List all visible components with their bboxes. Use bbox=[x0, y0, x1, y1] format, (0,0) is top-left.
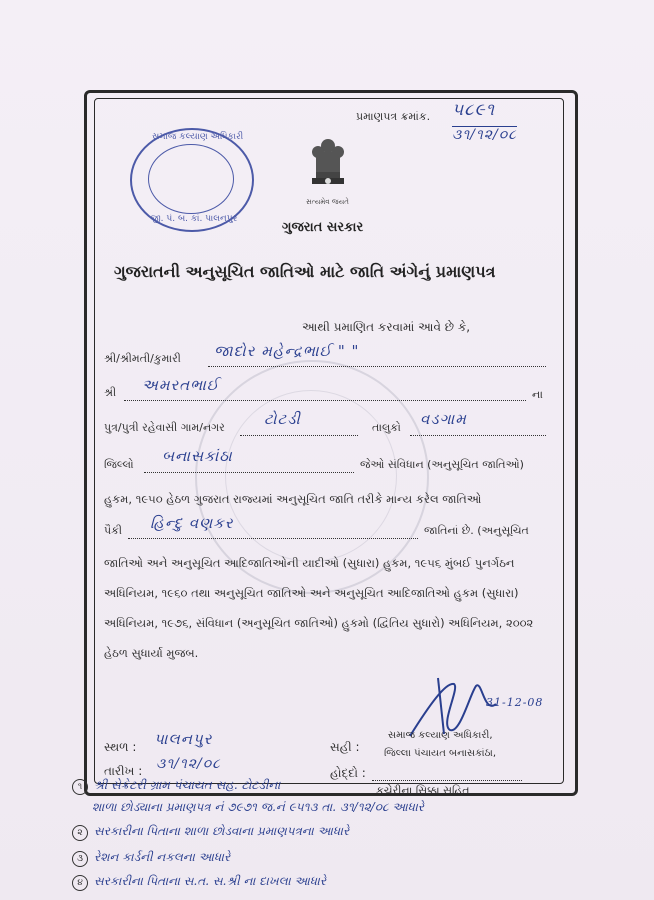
father-suffix: ના bbox=[532, 388, 543, 401]
resident-label: પુત્ર/પુત્રી રહેવાસી ગામ/નગર bbox=[104, 421, 225, 434]
emblem-caption: સત્યમેવ જયતે bbox=[306, 198, 349, 206]
office-round-seal-inner bbox=[148, 144, 234, 214]
father-label: શ્રી bbox=[104, 386, 117, 399]
note-1 bbox=[72, 778, 280, 795]
certificate-number-date: ૩૧/૧૨/૦૮ bbox=[452, 127, 517, 143]
certificate-number-value: ૫૮૯૧ bbox=[452, 100, 495, 120]
officer-title: સમાજ કલ્યાણ અધિકારી, bbox=[388, 730, 493, 741]
caste-underline bbox=[128, 534, 418, 539]
village-underline bbox=[240, 431, 358, 436]
signature-date: 31-12-08 bbox=[486, 696, 544, 709]
note-4-text: સરકારીના પિતાના સ.ત. સ.શ્રી ના દાખલા આધારે bbox=[94, 874, 327, 888]
stamp-note: કચેરીના સિક્કા સહિત bbox=[376, 784, 470, 797]
note-3 bbox=[72, 850, 230, 867]
district-underline bbox=[144, 468, 354, 473]
name-underline bbox=[208, 362, 546, 367]
certificate-number-label: પ્રમાણપત્ર ક્રમાંક. bbox=[356, 110, 431, 123]
legal-paragraph: જાતિઓ અને અનુસૂચિત આદિજાતિઓની યાદીઓ (સુધારા) હુકમ, ૧૯૫૬ મુંબઈ પુનર્ગઠન અધિનિયમ, ૧૯૬૦ તથા અનુસૂચિત જાતિઓ અને અનુસૂચિત આદિજાતિઓ હુકમ (સુધારા) અધિનિયમ, ૧૯૭૬, સંવિધાન (અનુસૂચિત જાતિઓ) હુકમો (દ્વિતિય સુધારો) અધિનિયમ, ૨૦૦૨ હેઠળ સુધાર્યા મુજબ. bbox=[104, 556, 534, 660]
note-1b bbox=[92, 800, 424, 815]
certificate-title: ગુજરાતની અનુસૂચિત જાતિઓ માટે જાતિ અંગેનું પ્રમાણપત્ર bbox=[114, 262, 496, 281]
government-name: ગુજરાત સરકાર bbox=[282, 220, 364, 235]
note-2 bbox=[72, 824, 349, 841]
district-value: બનાસકાંઠા bbox=[162, 447, 233, 465]
village-value: ટોટડી bbox=[264, 410, 301, 428]
note-1-number: ૧ bbox=[72, 779, 88, 795]
note-1b-text: શાળા છોડ્યાના પ્રમાણપત્ર નં ૭૯૭૧ જ.નં ૯૫૧૩ તા. ૩૧/૧૨/૦૮ આધારે bbox=[92, 800, 424, 814]
father-value: અમરતભાઈ bbox=[142, 376, 220, 394]
certify-line: આથી પ્રમાણિત કરવામાં આવે છે કે, bbox=[302, 320, 471, 334]
note-1-text: શ્રી સેક્રેટરી ગ્રામ પંચાયત સહ. ટોટડીના bbox=[94, 778, 281, 792]
designation-label: હોદ્દો : bbox=[330, 766, 366, 780]
taluka-underline bbox=[410, 431, 546, 436]
taluka-label: તાલુકો bbox=[372, 421, 401, 434]
name-value: જાદોર મહેન્દ્રભાઈ " " bbox=[214, 342, 360, 360]
note-2-text: સરકારીના પિતાના શાળા છોડવાના પ્રમાણપત્રના આધારે bbox=[94, 824, 350, 838]
date-value: ૩૧/૧૨/૦૮ bbox=[156, 756, 221, 772]
caste-suffix: જાતિનાં છે. (અનુસૂચિત bbox=[424, 524, 529, 537]
district-label: જિલ્લો bbox=[104, 458, 134, 471]
note-4 bbox=[72, 874, 326, 891]
national-emblem-icon bbox=[302, 132, 354, 198]
district-suffix: જેઓ સંવિધાન (અનુસૂચિત જાતિઓ) bbox=[360, 458, 524, 471]
place-value: પાલનપુર bbox=[154, 730, 213, 748]
note-2-number: ૨ bbox=[72, 825, 88, 841]
seal-top-text: સમાજ કલ્યાણ અધિકારી bbox=[152, 132, 244, 142]
designation-underline bbox=[372, 776, 522, 781]
father-underline bbox=[124, 396, 526, 401]
date-label: તારીખ : bbox=[104, 764, 143, 778]
note-4-number: ૪ bbox=[72, 875, 88, 891]
sign-label: સહી : bbox=[330, 740, 360, 754]
note-3-number: ૩ bbox=[72, 851, 88, 867]
seal-bottom-text: જી. પં. બ. કાં. પાલનપુર bbox=[150, 214, 238, 224]
officer-office: જિલ્લા પંચાયત બનાસકાંઠા, bbox=[384, 748, 497, 759]
name-label: શ્રી/શ્રીમતી/કુમારી bbox=[104, 352, 181, 365]
note-3-text: રેશન કાર્ડની નકલના આધારે bbox=[94, 850, 231, 864]
among-label: પૈકી bbox=[104, 524, 123, 537]
place-label: સ્થળ : bbox=[104, 740, 137, 754]
caste-value: હિન્દુ વણકર bbox=[150, 514, 234, 532]
order-line: હુકમ, ૧૯૫૦ હેઠળ ગુજરાત રાજ્યમાં અનુસૂચિત જાતિ તરીકે માન્ય કરેલ જાતિઓ bbox=[104, 492, 482, 506]
taluka-value: વડગામ bbox=[420, 410, 467, 428]
